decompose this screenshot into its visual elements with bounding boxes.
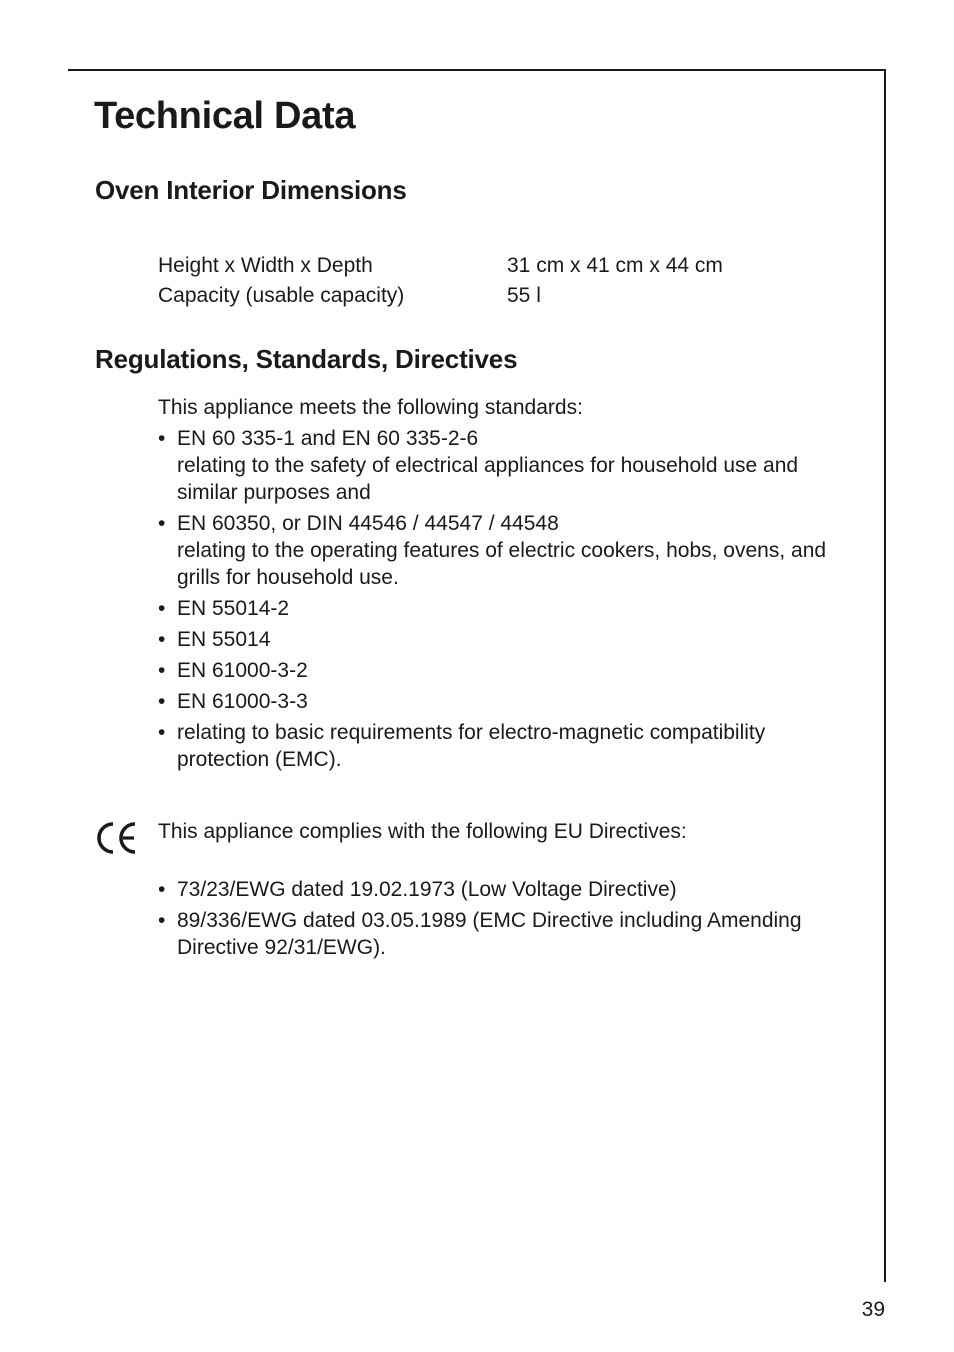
standard-title: EN 61000-3-2 — [177, 659, 308, 682]
directive-text: 89/336/EWG dated 03.05.1989 (EMC Directive including Amending Directive 92/31/EWG). — [177, 909, 802, 959]
standard-detail: relating to the safety of electrical appliances for household use and similar purposes and — [177, 454, 799, 504]
directive-text: 73/23/EWG dated 19.02.1973 (Low Voltage Directive) — [177, 878, 677, 901]
bullet-icon: • — [158, 512, 166, 535]
bullet-icon: • — [158, 659, 166, 682]
list-item — [158, 510, 858, 591]
table-row — [158, 251, 723, 281]
standard-title: EN 61000-3-3 — [177, 690, 308, 713]
standards-block — [158, 394, 858, 777]
dimension-label: Capacity (usable capacity) — [158, 284, 405, 307]
page-number: 39 — [861, 1298, 885, 1321]
list-item — [158, 719, 858, 773]
list-item — [158, 425, 858, 506]
dimension-label: Height x Width x Depth — [158, 254, 373, 277]
top-rule — [68, 69, 886, 71]
bullet-icon: • — [158, 690, 166, 713]
standard-title: EN 55014 — [177, 628, 271, 651]
ce-mark-icon — [94, 820, 138, 856]
eu-directives-block — [158, 818, 858, 965]
standards-list — [158, 425, 858, 773]
bullet-icon: • — [158, 721, 166, 744]
list-item — [158, 688, 858, 715]
standard-detail: relating to the operating features of electric cookers, hobs, ovens, and grills for household use. — [177, 539, 827, 589]
list-item — [158, 876, 858, 903]
dimension-value: 31 cm x 41 cm x 44 cm — [507, 254, 723, 277]
eu-directives-intro: This appliance complies with the following EU Directives: — [158, 820, 687, 843]
list-item — [158, 626, 858, 653]
standard-title: EN 55014-2 — [177, 597, 290, 620]
list-item — [158, 907, 858, 961]
standards-intro: This appliance meets the following standards: — [158, 396, 583, 419]
dimension-value: 55 l — [507, 284, 541, 307]
bullet-icon: • — [158, 597, 166, 620]
bullet-icon: • — [158, 427, 166, 450]
oven-dimensions-heading: Oven Interior Dimensions — [95, 175, 407, 205]
bullet-icon: • — [158, 909, 166, 932]
standard-title: EN 60 335-1 and EN 60 335-2-6 — [177, 427, 479, 450]
eu-directives-list — [158, 876, 858, 961]
page-title: Technical Data — [94, 95, 356, 137]
dimensions-table — [158, 251, 723, 311]
bullet-icon: • — [158, 628, 166, 651]
regulations-heading: Regulations, Standards, Directives — [95, 344, 518, 374]
table-row — [158, 281, 723, 311]
list-item — [158, 595, 858, 622]
standard-title: relating to basic requirements for electro-magnetic compatibility protection (EMC). — [177, 721, 766, 771]
bullet-icon: • — [158, 878, 166, 901]
standard-title: EN 60350, or DIN 44546 / 44547 / 44548 — [177, 512, 559, 535]
right-margin-rule — [884, 69, 886, 1282]
list-item — [158, 657, 858, 684]
